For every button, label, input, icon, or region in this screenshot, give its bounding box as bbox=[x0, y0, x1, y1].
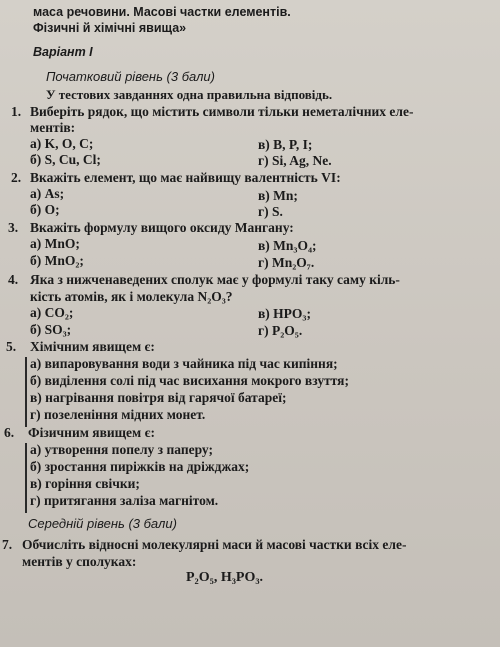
answer-option: б) S, Cu, Cl; bbox=[30, 152, 101, 167]
answer-option: г) Si, Ag, Ne. bbox=[258, 153, 332, 168]
question-text: Вкажіть елемент, що має найвищу валентність VI: bbox=[30, 170, 341, 185]
answer-option: в) нагрівання повітря від гарячої батареї; bbox=[30, 390, 287, 405]
question-number: 2. bbox=[11, 170, 22, 185]
answer-option: а) MnO; bbox=[30, 236, 80, 251]
answer-option: в) горіння свічки; bbox=[30, 476, 140, 491]
variant-title: Варіант І bbox=[33, 45, 93, 59]
answer-option: в) HPO₃; bbox=[258, 306, 311, 321]
options-bracket-line bbox=[25, 443, 27, 513]
question-text-cont: ментів у сполуках: bbox=[22, 554, 137, 569]
question-text: Хімічним явищем є: bbox=[30, 339, 155, 354]
answer-option: а) CO₂; bbox=[30, 305, 74, 320]
question-text: Фізичним явищем є: bbox=[28, 425, 155, 440]
answer-option: г) притягання заліза магнітом. bbox=[30, 493, 219, 508]
question-text: Виберіть рядок, що містить символи тільки неметалічних еле- bbox=[30, 104, 414, 119]
question-text: Обчисліть відносні молекулярні маси й масові частки всіх еле- bbox=[22, 537, 407, 552]
answer-option: б) MnO₂; bbox=[30, 253, 84, 268]
answer-option: в) Mn₃O₄; bbox=[258, 238, 317, 253]
middle-level-heading: Середній рівень (3 бали) bbox=[28, 516, 177, 531]
answer-option: г) P₂O₅. bbox=[258, 323, 303, 338]
answer-option: б) виділення солі під час висихання мокрого взуття; bbox=[30, 373, 349, 388]
answer-option: г) Mn₂O₇. bbox=[258, 255, 315, 270]
answer-option: а) As; bbox=[30, 186, 65, 201]
question-number: 6. bbox=[4, 425, 15, 440]
answer-option: г) S. bbox=[258, 204, 283, 219]
question-number: 5. bbox=[6, 339, 17, 354]
question-number: 4. bbox=[8, 272, 19, 287]
answer-option: в) Mn; bbox=[258, 188, 298, 203]
question-number: 1. bbox=[11, 104, 22, 119]
question-text: Яка з нижченаведених сполук має у формулі таку саму кіль- bbox=[30, 272, 400, 287]
question-text-cont: ментів: bbox=[30, 120, 76, 135]
answer-option: б) O; bbox=[30, 202, 60, 217]
answer-option: а) K, O, C; bbox=[30, 136, 94, 151]
initial-level-heading: Початковий рівень (3 бали) bbox=[46, 69, 215, 84]
question-text-cont: кість атомів, як і молекула N₂O₃? bbox=[30, 289, 233, 304]
compound-formulas: P₂O₅, H₃PO₃. bbox=[186, 570, 264, 585]
question-number: 3. bbox=[8, 220, 19, 235]
instruction-text: У тестових завданнях одна правильна відповідь. bbox=[46, 87, 333, 102]
question-text: Вкажіть формулу вищого оксиду Мангану: bbox=[30, 220, 294, 235]
answer-option: в) B, P, I; bbox=[258, 137, 313, 152]
answer-option: а) утворення попелу з паперу; bbox=[30, 442, 214, 457]
answer-option: б) зростання пиріжків на дріжджах; bbox=[30, 459, 250, 474]
options-bracket-line bbox=[25, 357, 27, 427]
header-line-2: Фізичні й хімічні явища» bbox=[33, 21, 187, 35]
header-line-1: маса речовини. Масові частки елементів. bbox=[33, 5, 291, 19]
answer-option: а) випаровування води з чайника під час кипіння; bbox=[30, 356, 338, 371]
question-number: 7. bbox=[2, 537, 13, 552]
answer-option: б) SO₃; bbox=[30, 322, 72, 337]
answer-option: г) позеленіння мідних монет. bbox=[30, 407, 206, 422]
